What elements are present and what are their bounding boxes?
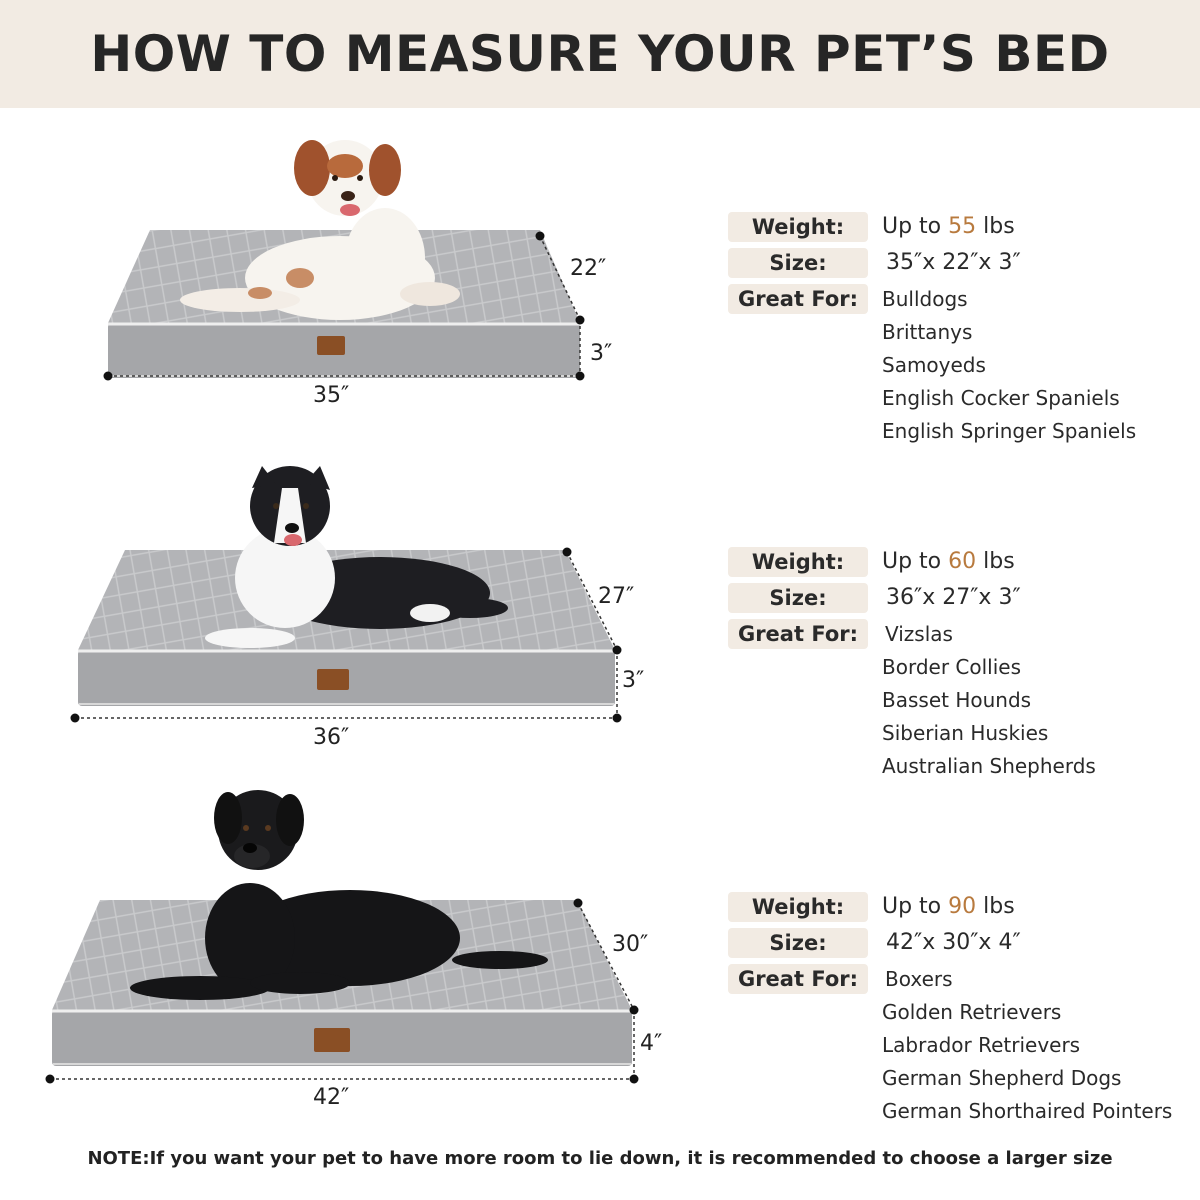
list-item: Labrador Retrievers (882, 1033, 1081, 1057)
size-value: 36″x 27″x 3″ (886, 585, 1021, 610)
height-label: 3″ (590, 341, 613, 366)
list-item: Samoyeds (882, 353, 986, 377)
length-label: 42″ (313, 1085, 350, 1110)
page-title: HOW TO MEASURE YOUR PET’S BED (90, 25, 1110, 83)
list-item: German Shorthaired Pointers (882, 1099, 1173, 1123)
size-label: Size: (728, 583, 868, 613)
weight-value: Up to 55 lbs (882, 214, 1015, 239)
list-item: English Springer Spaniels (882, 419, 1137, 443)
breed-list (882, 963, 1172, 1128)
height-label: 4″ (640, 1031, 663, 1056)
list-item: Boxers (885, 967, 953, 991)
bed-illustration-medium (0, 448, 700, 788)
brand-tag (317, 669, 349, 690)
height-label: 3″ (622, 668, 645, 693)
width-label: 27″ (598, 584, 635, 609)
list-item: Bulldogs (882, 287, 968, 311)
list-item: English Cocker Spaniels (882, 386, 1120, 410)
brand-tag (317, 336, 345, 355)
width-label: 30″ (612, 932, 649, 957)
list-item: German Shepherd Dogs (882, 1066, 1122, 1090)
list-item: Australian Shepherds (882, 754, 1096, 778)
size-value: 42″x 30″x 4″ (886, 930, 1021, 955)
header-banner (0, 0, 1200, 108)
list-item: Basset Hounds (882, 688, 1032, 712)
weight-value: Up to 60 lbs (882, 549, 1015, 574)
brand-tag (314, 1028, 350, 1052)
weight-number: 60 (948, 549, 977, 574)
bed-illustration-large (0, 788, 700, 1148)
width-label: 22″ (570, 256, 607, 281)
recommendation-note: NOTE:If you want your pet to have more room to lie down, it is recommended to choose a larger size (87, 1148, 1113, 1169)
weight-label: Weight: (728, 547, 868, 577)
size-label: Size: (728, 248, 868, 278)
size-value: 35″x 22″x 3″ (886, 250, 1021, 275)
great-for-label: Great For: (728, 284, 868, 314)
great-for-label: Great For: (728, 964, 868, 994)
size-section-small (0, 108, 1200, 448)
list-item: Brittanys (882, 320, 973, 344)
weight-label: Weight: (728, 212, 868, 242)
weight-label: Weight: (728, 892, 868, 922)
weight-number: 90 (948, 894, 977, 919)
size-section-large (0, 788, 1200, 1148)
length-label: 36″ (313, 725, 350, 750)
weight-value: Up to 90 lbs (882, 894, 1015, 919)
breed-list (882, 283, 1136, 448)
size-label: Size: (728, 928, 868, 958)
list-item: Siberian Huskies (882, 721, 1049, 745)
list-item: Vizslas (885, 622, 953, 646)
list-item: Border Collies (882, 655, 1022, 679)
great-for-label: Great For: (728, 619, 868, 649)
weight-number: 55 (948, 214, 977, 239)
length-label: 35″ (313, 383, 350, 408)
breed-list (882, 618, 1096, 783)
list-item: Golden Retrievers (882, 1000, 1062, 1024)
size-section-medium (0, 448, 1200, 788)
